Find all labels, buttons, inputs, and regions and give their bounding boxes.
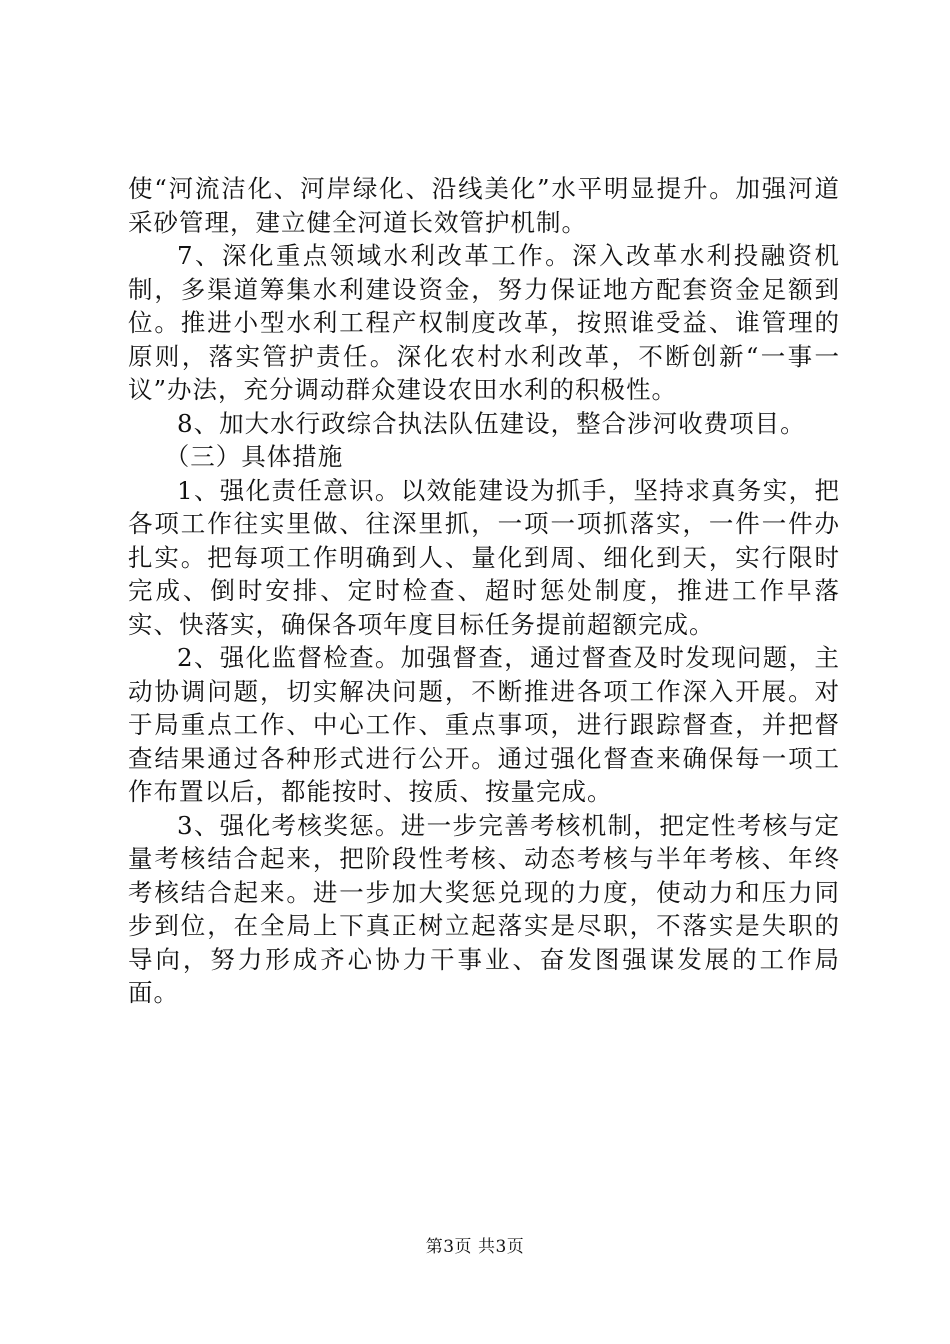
paragraph-item-8: 8、加大水行政综合执法队伍建设，整合涉河收费项目。: [177, 408, 806, 438]
page-number-footer: 第3页 共3页: [425, 1237, 525, 1257]
paragraph-measure-2: 2、强化监督检查。加强督查，通过督查及时发现问题，主动协调问题，切实解决问题，不断推进各项工作深入开展。对于局重点工作、中心工作、重点事项，进行跟踪督查，并把督查结果通过各种形式进行公开。通过强化督查来确保每一项工作布置以后，都能按时、按质、按量完成。: [128, 643, 840, 806]
paragraph-continuation: 使“河流洁化、河岸绿化、沿线美化”水平明显提升。加强河道采砂管理，建立健全河道长效管护机制。: [128, 174, 840, 237]
paragraph-measure-3: 3、强化考核奖惩。进一步完善考核机制，把定性考核与定量考核结合起来，把阶段性考核、动态考核与半年考核、年终考核结合起来。进一步加大奖惩兑现的力度，使动力和压力同步到位，在全局上下真正树立起落实是尽职，不落实是失职的导向，努力形成齐心协力干事业、奋发图强谋发展的工作局面。: [128, 810, 840, 1007]
section-heading: （三）具体措施: [164, 442, 344, 471]
paragraph-measure-1: 1、强化责任意识。以效能建设为抓手，坚持求真务实，把各项工作往实里做、往深里抓，一项一项抓落实，一件一件办扎实。把每项工作明确到人、量化到周、细化到天，实行限时完成、倒时安排、定时检查、超时惩处制度，推进工作早落实、快落实，确保各项年度目标任务提前超额完成。: [128, 475, 840, 639]
document-body: [128, 172, 840, 1010]
paragraph-item-7: 7、深化重点领域水利改革工作。深入改革水利投融资机制，多渠道筹集水利建设资金，努力保证地方配套资金足额到位。推进小型水利工程产权制度改革，按照谁受益、谁管理的原则，落实管护责任。深化农村水利改革，不断创新“一事一议”办法，充分调动群众建设农田水利的积极性。: [128, 241, 840, 404]
